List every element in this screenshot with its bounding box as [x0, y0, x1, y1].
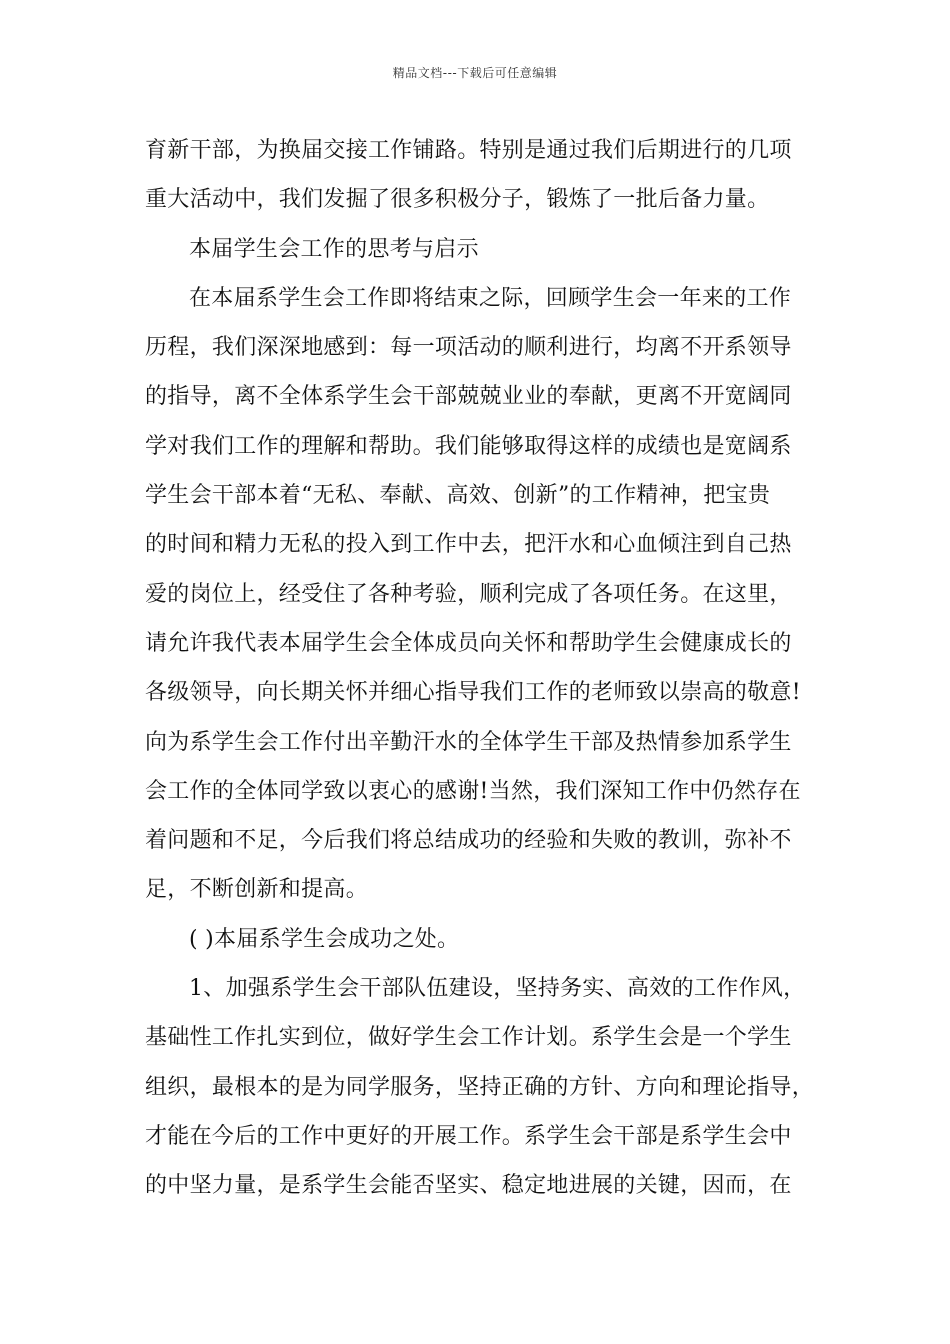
paragraph-line: 足，不断创新和提高。 — [145, 877, 369, 903]
paragraph-line: 学对我们工作的理解和帮助。我们能够取得这样的成绩也是宽阔系 — [145, 433, 792, 459]
paragraph-line: 请允许我代表本届学生会全体成员向关怀和帮助学生会健康成长的 — [145, 630, 792, 656]
page-header: 精品文档---下载后可任意编辑 — [392, 66, 558, 80]
paragraph-line: 各级领导，向长期关怀并细心指导我们工作的老师致以崇高的敬意! — [145, 680, 801, 706]
paragraph-line: 重大活动中，我们发掘了很多积极分子，锻炼了一批后备力量。 — [145, 187, 770, 213]
paragraph-line: 的指导，离不全体系学生会干部兢兢业业的奉献，更离不开宽阔同 — [145, 384, 792, 410]
paragraph-line: 历程，我们深深地感到：每一项活动的顺利进行，均离不开系领导 — [145, 335, 792, 361]
paragraph-line: 学生会干部本着“无私、奉献、高效、创新”的工作精神，把宝贵 — [145, 483, 771, 509]
body-text — [145, 131, 815, 1216]
paragraph-line: 育新干部，为换届交接工作铺路。特别是通过我们后期进行的几项 — [145, 138, 792, 163]
paragraph-line: 组织，最根本的是为同学服务，坚持正确的方针、方向和理论指导， — [145, 1074, 815, 1100]
paragraph-line: 会工作的全体同学致以衷心的感谢!当然，我们深知工作中仍然存在 — [145, 778, 801, 804]
paragraph-line: 向为系学生会工作付出辛勤汗水的全体学生干部及热情参加系学生 — [145, 729, 792, 755]
paragraph-line: 着问题和不足，今后我们将总结成功的经验和失败的教训，弥补不 — [145, 828, 792, 854]
paragraph-line: 爱的岗位上，经受住了各种考验，顺利完成了各项任务。在这里， — [145, 581, 792, 607]
paragraph-line: 才能在今后的工作中更好的开展工作。系学生会干部是系学生会中 — [145, 1123, 792, 1149]
paragraph-line: 的时间和精力无私的投入到工作中去，把汗水和心血倾注到自己热 — [145, 532, 792, 558]
section-heading: 本届学生会工作的思考与启示 — [189, 236, 479, 262]
paragraph-line: 基础性工作扎实到位，做好学生会工作计划。系学生会是一个学生 — [145, 1025, 792, 1051]
section-heading: ( )本届系学生会成功之处。 — [189, 926, 460, 952]
paragraph-line: 在本届系学生会工作即将结束之际，回顾学生会一年来的工作 — [189, 285, 792, 311]
paragraph-line: 1、加强系学生会干部队伍建设，坚持务实、高效的工作作风， — [189, 976, 806, 1002]
paragraph-line: 的中坚力量，是系学生会能否坚实、稳定地进展的关键，因而，在 — [145, 1173, 792, 1199]
